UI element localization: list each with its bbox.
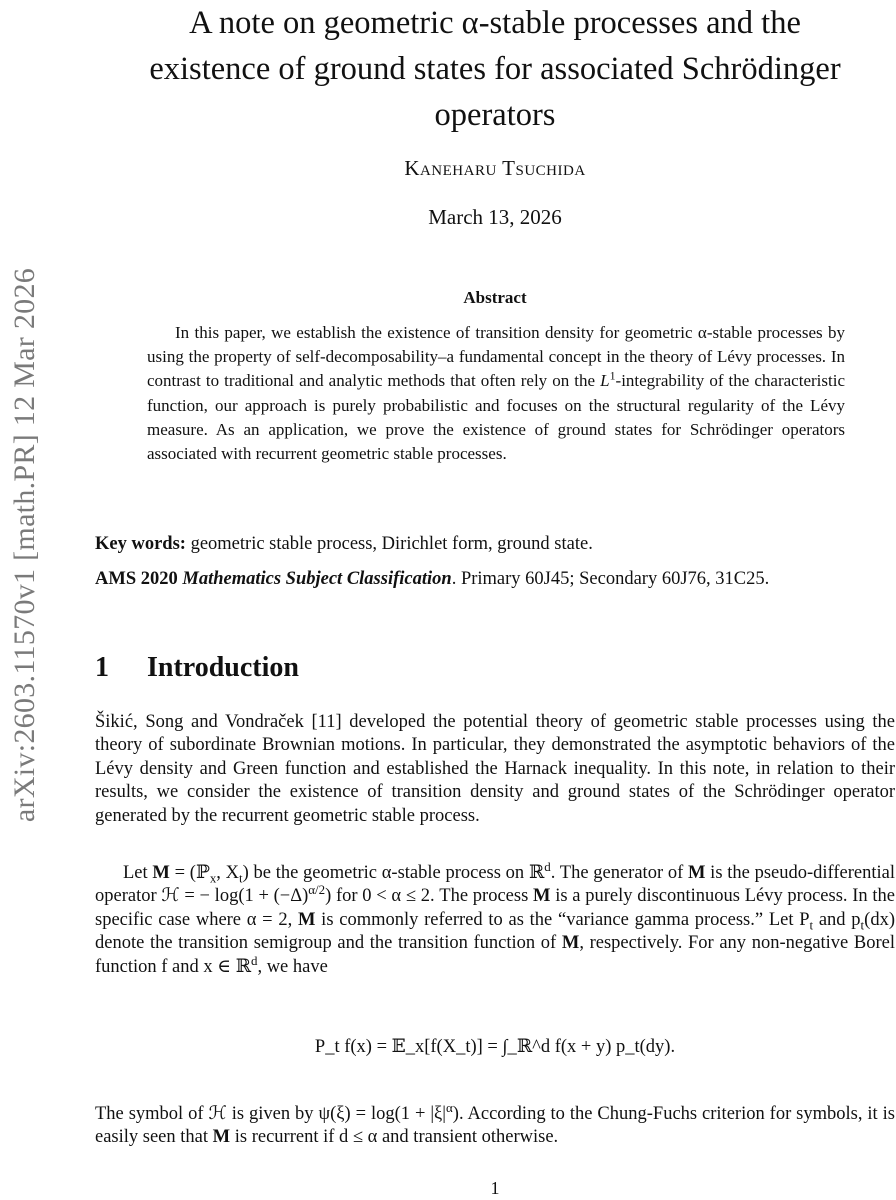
publication-date: March 13, 2026 <box>428 205 562 229</box>
symbol-paragraph <box>95 1099 895 1150</box>
text-run: Let <box>123 863 153 883</box>
process-symbol: M <box>561 933 580 954</box>
ams-classification <box>95 568 895 591</box>
text-run: (dx) denote the transition semigroup and the transition function of <box>95 909 895 954</box>
math-subscript: t <box>860 917 865 933</box>
text-run: , we have <box>257 956 328 977</box>
ams-subject: Mathematics Subject Classification <box>182 569 452 589</box>
arxiv-stamp: arXiv:2603.11570v1 [math.PR] 12 Mar 2026 <box>8 267 41 823</box>
process-symbol: M <box>212 1127 231 1148</box>
text-run: . The generator of <box>550 863 688 883</box>
text-run: , respectively. For any non-negative Borel function f and x ∈ ℝ <box>95 933 896 977</box>
abstract-text <box>147 321 845 466</box>
math-subscript: t <box>239 870 243 886</box>
section-title: Introduction <box>147 652 299 683</box>
text-run: is a purely discontinuous Lévy process. In the specific case where α = 2, <box>95 886 895 930</box>
section-number: 1 <box>95 652 109 683</box>
display-equation: P_t f(x) = 𝔼_x[f(X_t)] = ∫_ℝ^d f(x + y) p_t(dy). <box>314 1037 676 1057</box>
ams-label: AMS 2020 <box>95 569 178 589</box>
abstract-text-part: In this paper, we establish the existence of transition density for geometric α-stable processes by using the property of self-decomposability–a fundamental concept in the theory of Lévy processes. In contrast to traditional and analytic methods that often rely on the <box>147 323 845 391</box>
math-subscript: x <box>209 870 217 886</box>
text-run: is the pseudo-differential operator ℋ = − log(1 + (−Δ) <box>95 863 895 907</box>
intro-paragraph-2 <box>95 858 896 979</box>
title-line: A note on geometric α-stable processes and the <box>189 5 801 41</box>
math-superscript: d <box>250 952 258 968</box>
math-symbol: L <box>600 371 610 391</box>
math-subscript: t <box>809 917 814 933</box>
abstract-heading: Abstract <box>463 288 527 307</box>
process-symbol: M <box>687 863 706 883</box>
intro-paragraph: Šikić, Song and Vondraček [11] developed the potential theory of geometric stable processes using the theory of subordinate Brownian motions. In particular, they demonstrated the asymptotic behaviors of the Lévy density and Green function and established the Harnack inequality. In this note, in relation to their results, we consider the existence of transition density and ground states of the Schrödinger operator generated by the recurrent geometric stable process. <box>95 712 895 826</box>
text-run: = (ℙ <box>169 863 210 883</box>
keywords-text: geometric stable process, Dirichlet form, ground state. <box>185 534 593 554</box>
math-superscript: α/2 <box>308 882 326 898</box>
process-symbol: M <box>152 863 170 883</box>
abstract-text-part: -integrability of the characteristic function, our approach is purely probabilistic and focuses on the structural regularity of the Lévy measure. As an application, we prove the existence of ground states for Schrödinger operators associated with recurrent geometric stable processes. <box>147 371 845 464</box>
paper-title <box>95 0 895 138</box>
text-run: is recurrent if d ≤ α and transient otherwise. <box>230 1127 559 1148</box>
keywords-label: Key words: <box>95 534 186 554</box>
process-symbol: M <box>297 909 316 930</box>
text-run: and p <box>813 909 861 930</box>
page-number: 1 <box>490 1178 500 1198</box>
section-heading <box>95 652 299 684</box>
process-symbol: M <box>533 886 551 907</box>
ams-text: . Primary 60J45; Secondary 60J76, 31C25. <box>451 569 770 589</box>
title-line: existence of ground states for associated Schrödinger <box>149 51 841 87</box>
text-run: is commonly referred to as the “variance gamma process.” Let P <box>315 909 810 930</box>
author-name: Kaneharu Tsuchida <box>404 156 586 180</box>
math-superscript: 1 <box>609 368 616 383</box>
title-line: operators <box>434 97 556 133</box>
text-run: ). According to the Chung-Fuchs criterion for symbols, it is easily seen that <box>95 1104 895 1148</box>
math-superscript: α <box>446 1099 453 1115</box>
text-run: , X <box>216 863 240 883</box>
arxiv-sidebar <box>0 195 50 895</box>
keywords <box>95 533 895 556</box>
math-superscript: d <box>544 858 551 874</box>
text-run: ) be the geometric α-stable process on ℝ <box>242 863 545 883</box>
text-run: ) for 0 < α ≤ 2. The process <box>325 886 534 907</box>
text-run: The symbol of ℋ is given by ψ(ξ) = log(1 + |ξ| <box>95 1104 446 1124</box>
